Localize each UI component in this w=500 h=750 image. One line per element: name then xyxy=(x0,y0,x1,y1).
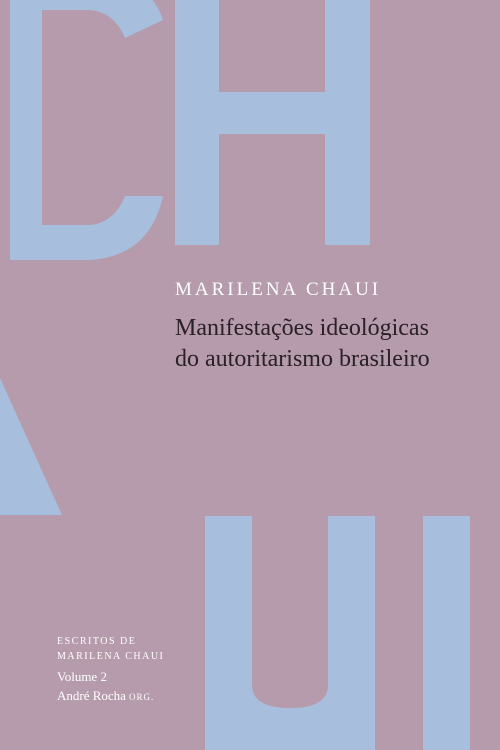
letter-h-crossbar xyxy=(219,92,325,134)
series-name xyxy=(57,634,164,664)
letter-h-right-stem xyxy=(325,0,370,245)
letter-i-stem xyxy=(423,516,470,750)
title-line-1: Manifestações ideológicas xyxy=(175,315,429,341)
letter-h-left-stem xyxy=(175,0,219,245)
letter-a-stroke xyxy=(0,378,62,515)
series-line-2: MARILENA CHAUI xyxy=(57,651,165,662)
series-line-1: ESCRITOS DE xyxy=(57,636,137,647)
title-line-2: do autoritarismo brasileiro xyxy=(175,346,430,372)
editor-credit xyxy=(57,688,154,704)
editor-role: ORG. xyxy=(128,692,155,702)
book-title xyxy=(175,313,430,375)
author-name: MARILENA CHAUI xyxy=(175,279,382,300)
letter-c-shape xyxy=(10,0,163,260)
editor-name: André Rocha xyxy=(57,688,126,703)
letter-u-shape xyxy=(205,516,375,750)
volume-label: Volume 2 xyxy=(57,669,107,684)
